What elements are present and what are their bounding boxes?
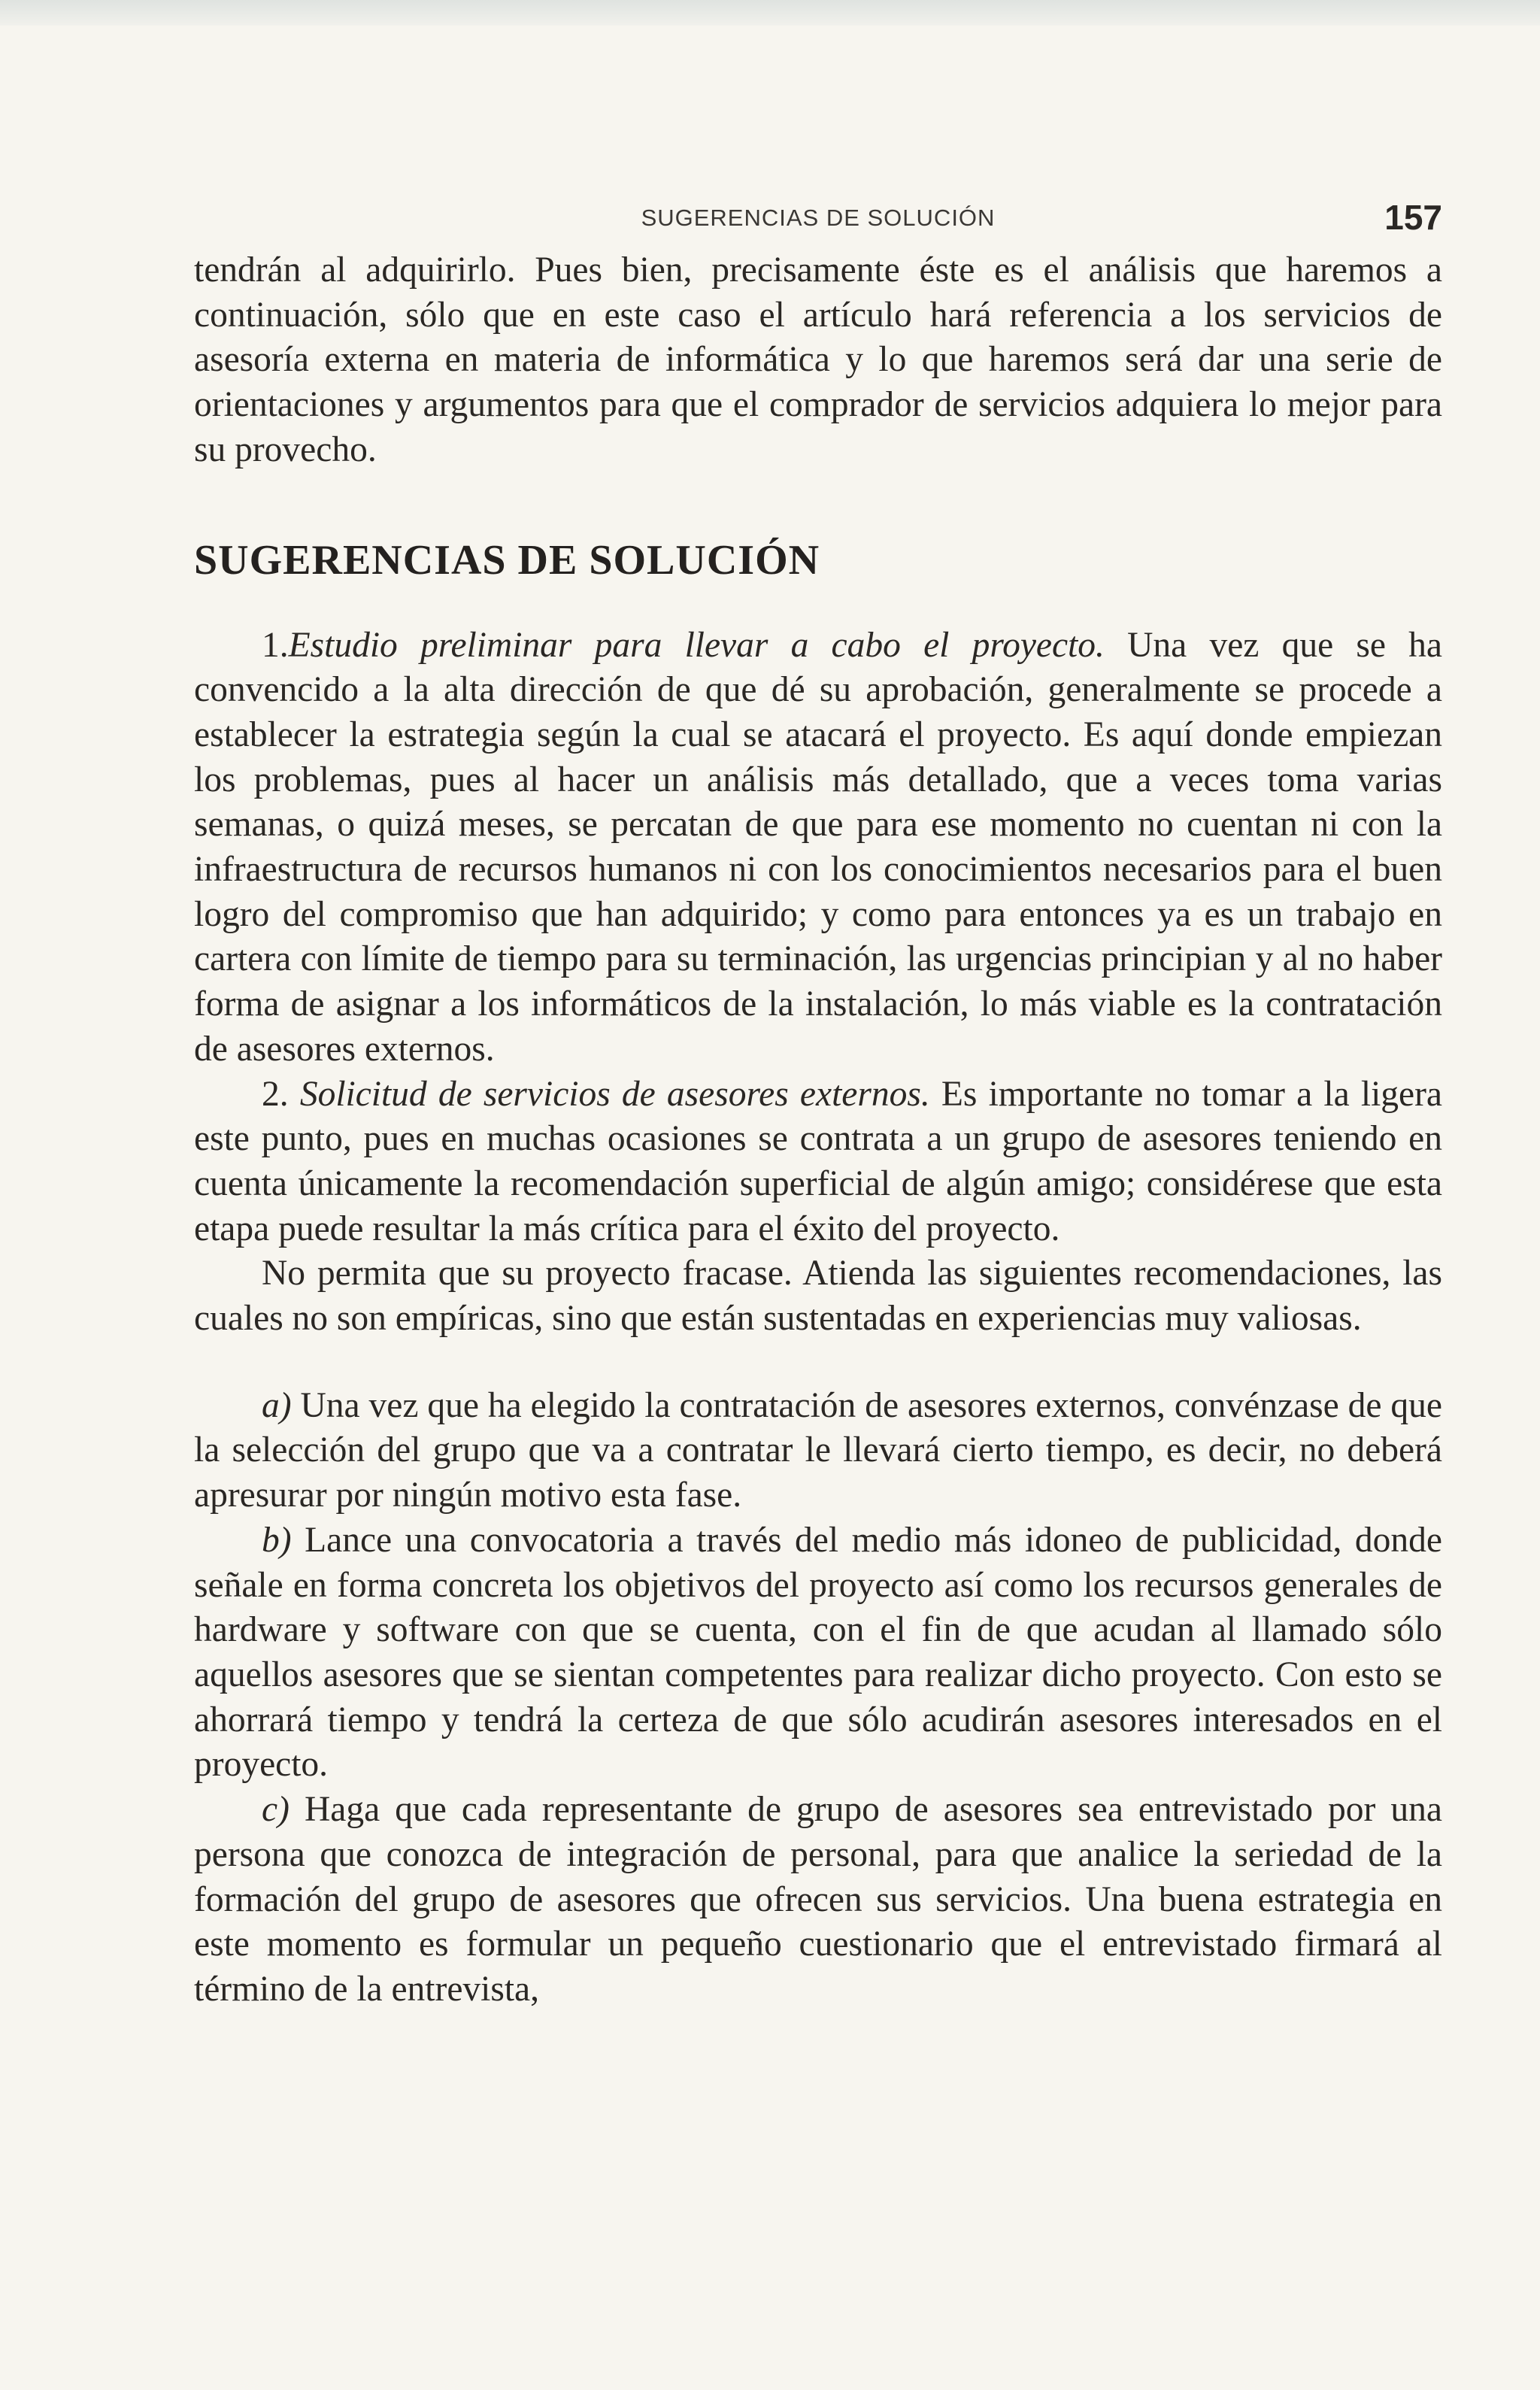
item-2-number: 2.	[262, 1074, 300, 1114]
scan-edge	[0, 0, 1540, 26]
recommendation-a-letter: a)	[262, 1385, 292, 1425]
section-heading: SUGERENCIAS DE SOLUCIÓN	[194, 536, 820, 584]
recommendation-c-letter: c)	[262, 1790, 290, 1830]
item-1-number: 1.	[262, 625, 289, 665]
item-2-paragraph	[194, 1072, 1442, 1252]
item-2-text: Es importante no tomar a la ligera este punto, pues en muchas ocasiones se contrata a un grupo de asesores teniendo en cuenta únicamente la recomendación superficial de algún amigo; considérese que esta etapa puede resultar la más crítica para el éxito del proyecto.	[194, 1074, 1443, 1248]
recommendation-c	[194, 1788, 1442, 2012]
recommendation-c-text: Haga que cada representante de grupo de asesores sea entrevistado por una persona que conozca de integración de personal, para que analice la seriedad de la formación del grupo de asesores que ofrecen sus servicios. Una buena estrategia en este momento es formular un pequeño cuestionario que el entrevistado firmará al término de la entrevista,	[194, 1790, 1442, 2009]
item-1-title: Estudio preliminar para llevar a cabo el proyecto.	[288, 625, 1105, 665]
item-1-text: Una vez que se ha convencido a la alta dirección de que dé su aprobación, generalmente se procede a establecer la estrategia según la cual se atacará el proyecto. Es aquí donde empiezan los problemas, pues al hacer un análisis más detallado, que a veces toma varias semanas, o quizá meses, se percatan de que para ese momento no cuentan ni con la infraestructura de recursos humanos ni con los conocimientos necesarios para el buen logro del compromiso que han adquirido; y como para entonces ya es un trabajo en cartera con límite de tiempo para su terminación, las urgencias principian y al no haber forma de asignar a los informáticos de la instalación, lo más viable es la contratación de asesores externos.	[194, 625, 1442, 1069]
intro-paragraph: tendrán al adquirirlo. Pues bien, precisamente éste es el análisis que haremos a continuación, sólo que en este caso el artículo hará referencia a los servicios de asesoría externa en materia de informática y lo que haremos será dar una serie de orientaciones y argumentos para que el comprador de servicios adquiera lo mejor para su provecho.	[194, 250, 1442, 469]
page-number: 157	[1384, 198, 1442, 237]
running-title: SUGERENCIAS DE SOLUCIÓN	[641, 205, 996, 231]
book-page	[194, 188, 1442, 2012]
recommendation-a	[194, 1384, 1442, 1518]
running-head	[194, 188, 1442, 248]
recommendation-a-text: Una vez que ha elegido la contratación de asesores externos, convénzase de que la selección del grupo que va a contratar le llevará cierto tiempo, es decir, no deberá apresurar por ningún motivo esta fase.	[194, 1385, 1442, 1515]
recommendation-b	[194, 1518, 1442, 1788]
recommendation-b-letter: b)	[262, 1520, 292, 1560]
recommendation-b-text: Lance una convocatoria a través del medio más idoneo de publicidad, donde señale en forma concreta los objetivos del proyecto así como los recursos generales de hardware y software con que se cuenta, con el fin de que acudan al llamado sólo aquellos asesores que se sientan competentes para realizar dicho proyecto. Con esto se ahorrará tiempo y tendrá la certeza de que sólo acudirán asesores interesados en el proyecto.	[194, 1520, 1442, 1785]
item-1-paragraph	[194, 623, 1442, 1072]
item-2-title: Solicitud de servicios de asesores externos.	[299, 1074, 930, 1114]
exhortation-paragraph: No permita que su proyecto fracase. Atienda las siguientes recomendaciones, las cuales no son empíricas, sino que están sustentadas en experiencias muy valiosas.	[194, 1254, 1442, 1339]
